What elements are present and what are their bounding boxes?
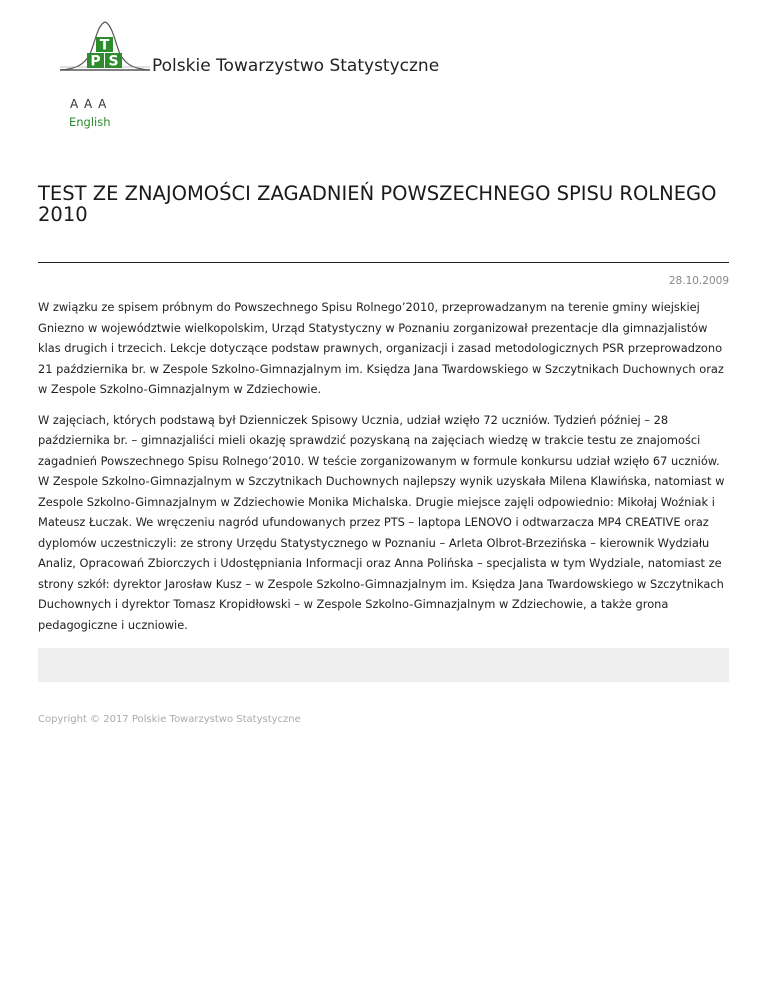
footer-bar (38, 648, 729, 682)
pts-logo[interactable] (58, 18, 152, 74)
article-date: 28.10.2009 (668, 275, 729, 287)
font-size-controls (70, 97, 107, 111)
logo-letter-s: S (108, 53, 119, 70)
article-paragraph-2: W zajęciach, których podstawą był Dzienniczek Spisowy Ucznia, udział wzięło 72 uczniów. Tydzień później – 28 października br. – gimnazjaliści mieli okazję sprawdzić pozyskaną na zajęciach wiedzę w trakcie testu ze znajomości zagadnień Powszechnego Spisu Rolnego’2010. W teście zorganizowanym w formule konkursu udział wzięło 67 uczniów. W Zespole Szkolno-Gimnazjalnym w Szczytnikach Duchownych najlepszy wynik uzyskała Milena Klawińska, natomiast w Zespole Szkolno-Gimnazjalnym w Zdziechowie Monika Michalska. Drugie miejsce zajęli odpowiednio: Mikołaj Woźniak i Mateusz Łuczak. We wręczeniu nagród ufundowanych przez PTS – laptopa LENOVO i odtwarzacza MP4 CREATIVE oraz dyplomów uczestniczyli: ze strony Urzędu Statystycznego w Poznaniu – Arleta Olbrot-Brzezińska – kierownik Wydziału Analiz, Opracowań Zbiorczych i Udostępniania Informacji oraz Anna Polińska – specjalista w tym Wydziale, natomiast ze strony szkół: dyrektor Jarosław Kusz – w Zespole Szkolno-Gimnazjalnym im. Księdza Jana Twardowskiego w Szczytnikach Duchownych i dyrektor Tomasz Kropidłowski – w Zespole Szkolno-Gimnazjalnym w Zdziechowie, a także grona pedagogiczne i uczniowie. (38, 412, 725, 632)
site-header (58, 18, 478, 78)
font-size-large-button[interactable]: A (98, 97, 108, 111)
font-size-small-button[interactable]: A (70, 97, 80, 111)
site-name-link[interactable]: Polskie Towarzystwo Statystyczne (152, 56, 440, 76)
article-paragraph-1: W związku ze spisem próbnym do Powszechnego Spisu Rolnego’2010, przeprowadzanym na terenie gminy wiejskiej Gniezno w województwie wielkopolskim, Urząd Statystyczny w Poznaniu zorganizował prezentacje dla gimnazjalistów klas drugich i trzecich. Lekcje dotyczące podstaw prawnych, organizacji i zasad metodologicznych PSR przeprowadzono 21 października br. w Zespole Szkolno-Gimnazjalnym im. Księdza Jana Twardowskiego w Szczytnikach Duchownych oraz w Zespole Szkolno-Gimnazjalnym w Zdziechowie. (38, 300, 724, 396)
language-english-link[interactable]: English (69, 115, 111, 129)
article-body (38, 297, 730, 645)
logo-letter-p: P (90, 53, 101, 70)
font-size-medium-button[interactable]: A (84, 97, 94, 111)
logo-letter-t: T (99, 37, 110, 54)
copyright-text: Copyright © 2017 Polskie Towarzystwo Statystyczne (38, 714, 301, 725)
title-divider (38, 262, 729, 263)
article-title: TEST ZE ZNAJOMOŚCI ZAGADNIEŃ POWSZECHNEGO SPISU ROLNEGO 2010 (38, 182, 717, 226)
